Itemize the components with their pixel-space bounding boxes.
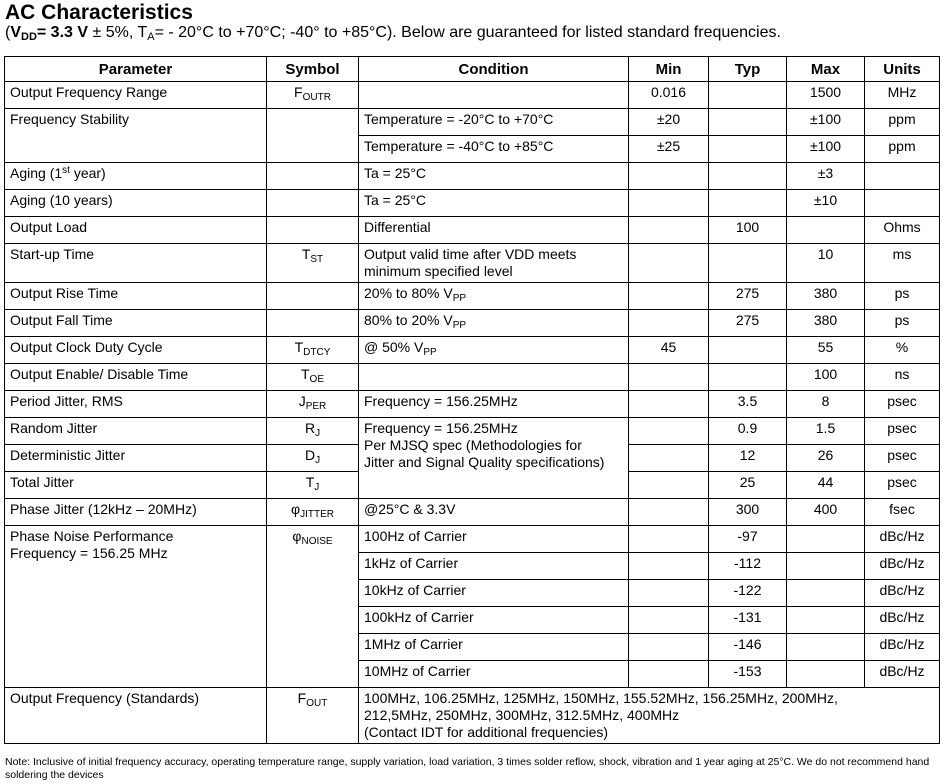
parameter-cell: Output Enable/ Disable Time — [5, 364, 267, 391]
max-cell: 380 — [787, 283, 865, 310]
table-row — [5, 688, 940, 744]
min-cell — [629, 580, 709, 607]
table-row — [5, 190, 940, 217]
max-cell: 10 — [787, 244, 865, 283]
units-cell: psec — [865, 445, 940, 472]
footnote: Note: Inclusive of initial frequency accuracy, operating temperature range, supply variation, load variation, 3 times solder reflow, shock, vibration and 1 year aging at 25°C. We do not recommend hand soldering the devices — [5, 756, 930, 781]
condition-cell: 1kHz of Carrier — [359, 553, 629, 580]
condition-cell — [359, 82, 629, 109]
condition-cell: @ 50% $V_{PP}$ — [359, 337, 629, 364]
condition-cell: 10kHz of Carrier — [359, 580, 629, 607]
min-cell — [629, 418, 709, 445]
table-row — [5, 109, 940, 136]
typ-cell: -153 — [709, 661, 787, 688]
symbol-cell: $T_{ST}$ — [267, 244, 359, 283]
parameter-cell: Output Frequency Range — [5, 82, 267, 109]
min-cell — [629, 310, 709, 337]
condition-cell: 20% to 80% $V_{PP}$ — [359, 283, 629, 310]
typ-cell — [709, 136, 787, 163]
table-row — [5, 217, 940, 244]
max-cell — [787, 634, 865, 661]
typ-cell — [709, 82, 787, 109]
min-cell: ±25 — [629, 136, 709, 163]
condition-cell: Temperature = -40°C to +85°C — [359, 136, 629, 163]
min-cell: 45 — [629, 337, 709, 364]
max-cell — [787, 526, 865, 553]
min-cell — [629, 634, 709, 661]
table-row — [5, 244, 940, 283]
min-cell: 0.016 — [629, 82, 709, 109]
parameter-cell: Deterministic Jitter — [5, 445, 267, 472]
symbol-cell: $T_J$ — [267, 472, 359, 499]
condition-cell: Temperature = -20°C to +70°C — [359, 109, 629, 136]
condition-cell: Frequency = 156.25MHz Per MJSQ spec (Methodologies for Jitter and Signal Quality specifications) — [359, 418, 629, 499]
min-cell — [629, 364, 709, 391]
units-cell: ms — [865, 244, 940, 283]
condition-cell: @25°C & 3.3V — [359, 499, 629, 526]
typ-cell — [709, 109, 787, 136]
max-cell: 400 — [787, 499, 865, 526]
typ-cell: 100 — [709, 217, 787, 244]
parameter-cell: Output Fall Time — [5, 310, 267, 337]
units-cell: ns — [865, 364, 940, 391]
condition-cell — [359, 364, 629, 391]
min-cell — [629, 661, 709, 688]
typ-cell: 300 — [709, 499, 787, 526]
parameter-cell: Period Jitter, RMS — [5, 391, 267, 418]
units-cell: % — [865, 337, 940, 364]
typ-cell: -97 — [709, 526, 787, 553]
units-cell: ppm — [865, 109, 940, 136]
min-cell — [629, 244, 709, 283]
typ-cell: -122 — [709, 580, 787, 607]
units-cell — [865, 190, 940, 217]
min-cell — [629, 283, 709, 310]
condition-cell: Frequency = 156.25MHz — [359, 391, 629, 418]
symbol-cell: $F_{OUT}$ — [267, 688, 359, 744]
max-cell: 380 — [787, 310, 865, 337]
page-title: AC Characteristics — [5, 1, 193, 24]
min-cell — [629, 217, 709, 244]
units-cell: dBc/Hz — [865, 634, 940, 661]
parameter-cell: Phase Noise Performance Frequency = 156.25 MHz — [5, 526, 267, 688]
typ-cell: 275 — [709, 310, 787, 337]
typ-cell: 12 — [709, 445, 787, 472]
header-min: Min — [629, 57, 709, 82]
standard-frequencies-cell: 100MHz, 106.25MHz, 125MHz, 150MHz, 155.52MHz, 156.25MHz, 200MHz, 212,5MHz, 250MHz, 300MHz, 312.5MHz, 400MHz (Contact IDT for additional frequencies) — [359, 688, 940, 744]
min-cell — [629, 391, 709, 418]
symbol-cell: $\varphi_{NOISE}$ — [267, 526, 359, 688]
condition-cell: 10MHz of Carrier — [359, 661, 629, 688]
parameter-cell: Output Rise Time — [5, 283, 267, 310]
max-cell: ±3 — [787, 163, 865, 190]
typ-cell — [709, 163, 787, 190]
max-cell — [787, 661, 865, 688]
units-cell: ppm — [865, 136, 940, 163]
min-cell — [629, 472, 709, 499]
typ-cell — [709, 190, 787, 217]
max-cell — [787, 553, 865, 580]
parameter-cell: Phase Jitter (12kHz – 20MHz) — [5, 499, 267, 526]
parameter-cell: Total Jitter — [5, 472, 267, 499]
max-cell: 26 — [787, 445, 865, 472]
typ-cell: 25 — [709, 472, 787, 499]
symbol-cell — [267, 190, 359, 217]
parameter-cell: Aging (10 years) — [5, 190, 267, 217]
max-cell: 100 — [787, 364, 865, 391]
parameter-cell: Frequency Stability — [5, 109, 267, 163]
max-cell: ±100 — [787, 109, 865, 136]
header-row — [5, 57, 940, 82]
min-cell — [629, 526, 709, 553]
units-cell: ps — [865, 283, 940, 310]
typ-cell: 3.5 — [709, 391, 787, 418]
units-cell: ps — [865, 310, 940, 337]
condition-cell: Ta = 25°C — [359, 163, 629, 190]
min-cell: ±20 — [629, 109, 709, 136]
condition-cell: Differential — [359, 217, 629, 244]
symbol-cell: $D_J$ — [267, 445, 359, 472]
max-cell: 8 — [787, 391, 865, 418]
typ-cell: 275 — [709, 283, 787, 310]
max-cell: ±100 — [787, 136, 865, 163]
table-row — [5, 526, 940, 553]
symbol-cell: $T_{OE}$ — [267, 364, 359, 391]
symbol-cell: $\varphi_{JITTER}$ — [267, 499, 359, 526]
units-cell: dBc/Hz — [865, 526, 940, 553]
parameter-cell: Output Load — [5, 217, 267, 244]
max-cell — [787, 217, 865, 244]
typ-cell — [709, 364, 787, 391]
table-row — [5, 283, 940, 310]
table-row — [5, 163, 940, 190]
table-row — [5, 82, 940, 109]
symbol-cell: $R_J$ — [267, 418, 359, 445]
parameter-cell: Aging (1st year) — [5, 163, 267, 190]
units-cell — [865, 163, 940, 190]
condition-cell: 100Hz of Carrier — [359, 526, 629, 553]
units-cell: Ohms — [865, 217, 940, 244]
max-cell — [787, 607, 865, 634]
min-cell — [629, 190, 709, 217]
units-cell: MHz — [865, 82, 940, 109]
units-cell: psec — [865, 418, 940, 445]
units-cell: dBc/Hz — [865, 661, 940, 688]
table-row — [5, 310, 940, 337]
min-cell — [629, 445, 709, 472]
parameter-cell: Output Frequency (Standards) — [5, 688, 267, 744]
table-row — [5, 391, 940, 418]
parameter-cell: Random Jitter — [5, 418, 267, 445]
table-row — [5, 418, 940, 445]
condition-cell: Ta = 25°C — [359, 190, 629, 217]
parameter-cell: Output Clock Duty Cycle — [5, 337, 267, 364]
table-row — [5, 364, 940, 391]
typ-cell: 0.9 — [709, 418, 787, 445]
typ-cell — [709, 244, 787, 283]
typ-cell: -146 — [709, 634, 787, 661]
units-cell: psec — [865, 391, 940, 418]
conditions-subtitle: ($V_{DD}= 3.3$ V ± 5%, $T_A= - 20^\circ C$ to +70°C; -40° to +85°C). Below are guaranteed for listed standard frequencies. — [5, 24, 781, 43]
min-cell — [629, 607, 709, 634]
symbol-cell — [267, 109, 359, 163]
condition-cell: 1MHz of Carrier — [359, 634, 629, 661]
max-cell: 55 — [787, 337, 865, 364]
units-cell: fsec — [865, 499, 940, 526]
header-max: Max — [787, 57, 865, 82]
min-cell — [629, 553, 709, 580]
header-parameter: Parameter — [5, 57, 267, 82]
units-cell: dBc/Hz — [865, 580, 940, 607]
symbol-cell — [267, 217, 359, 244]
header-typ: Typ — [709, 57, 787, 82]
ac-characteristics-table — [4, 56, 940, 744]
table-row — [5, 499, 940, 526]
max-cell: 44 — [787, 472, 865, 499]
typ-cell — [709, 337, 787, 364]
condition-cell: Output valid time after VDD meets minimum specified level — [359, 244, 629, 283]
condition-cell: 100kHz of Carrier — [359, 607, 629, 634]
parameter-cell: Start-up Time — [5, 244, 267, 283]
max-cell: ±10 — [787, 190, 865, 217]
symbol-cell: $T_{DTCY}$ — [267, 337, 359, 364]
header-condition: Condition — [359, 57, 629, 82]
max-cell — [787, 580, 865, 607]
symbol-cell: $J_{PER}$ — [267, 391, 359, 418]
max-cell: 1500 — [787, 82, 865, 109]
header-symbol: Symbol — [267, 57, 359, 82]
header-units: Units — [865, 57, 940, 82]
min-cell — [629, 163, 709, 190]
units-cell: dBc/Hz — [865, 607, 940, 634]
table-row — [5, 337, 940, 364]
max-cell: 1.5 — [787, 418, 865, 445]
symbol-cell — [267, 310, 359, 337]
typ-cell: -112 — [709, 553, 787, 580]
units-cell: psec — [865, 472, 940, 499]
condition-cell: 80% to 20% $V_{PP}$ — [359, 310, 629, 337]
symbol-cell: $F_{OUTR}$ — [267, 82, 359, 109]
units-cell: dBc/Hz — [865, 553, 940, 580]
symbol-cell — [267, 283, 359, 310]
symbol-cell — [267, 163, 359, 190]
typ-cell: -131 — [709, 607, 787, 634]
min-cell — [629, 499, 709, 526]
